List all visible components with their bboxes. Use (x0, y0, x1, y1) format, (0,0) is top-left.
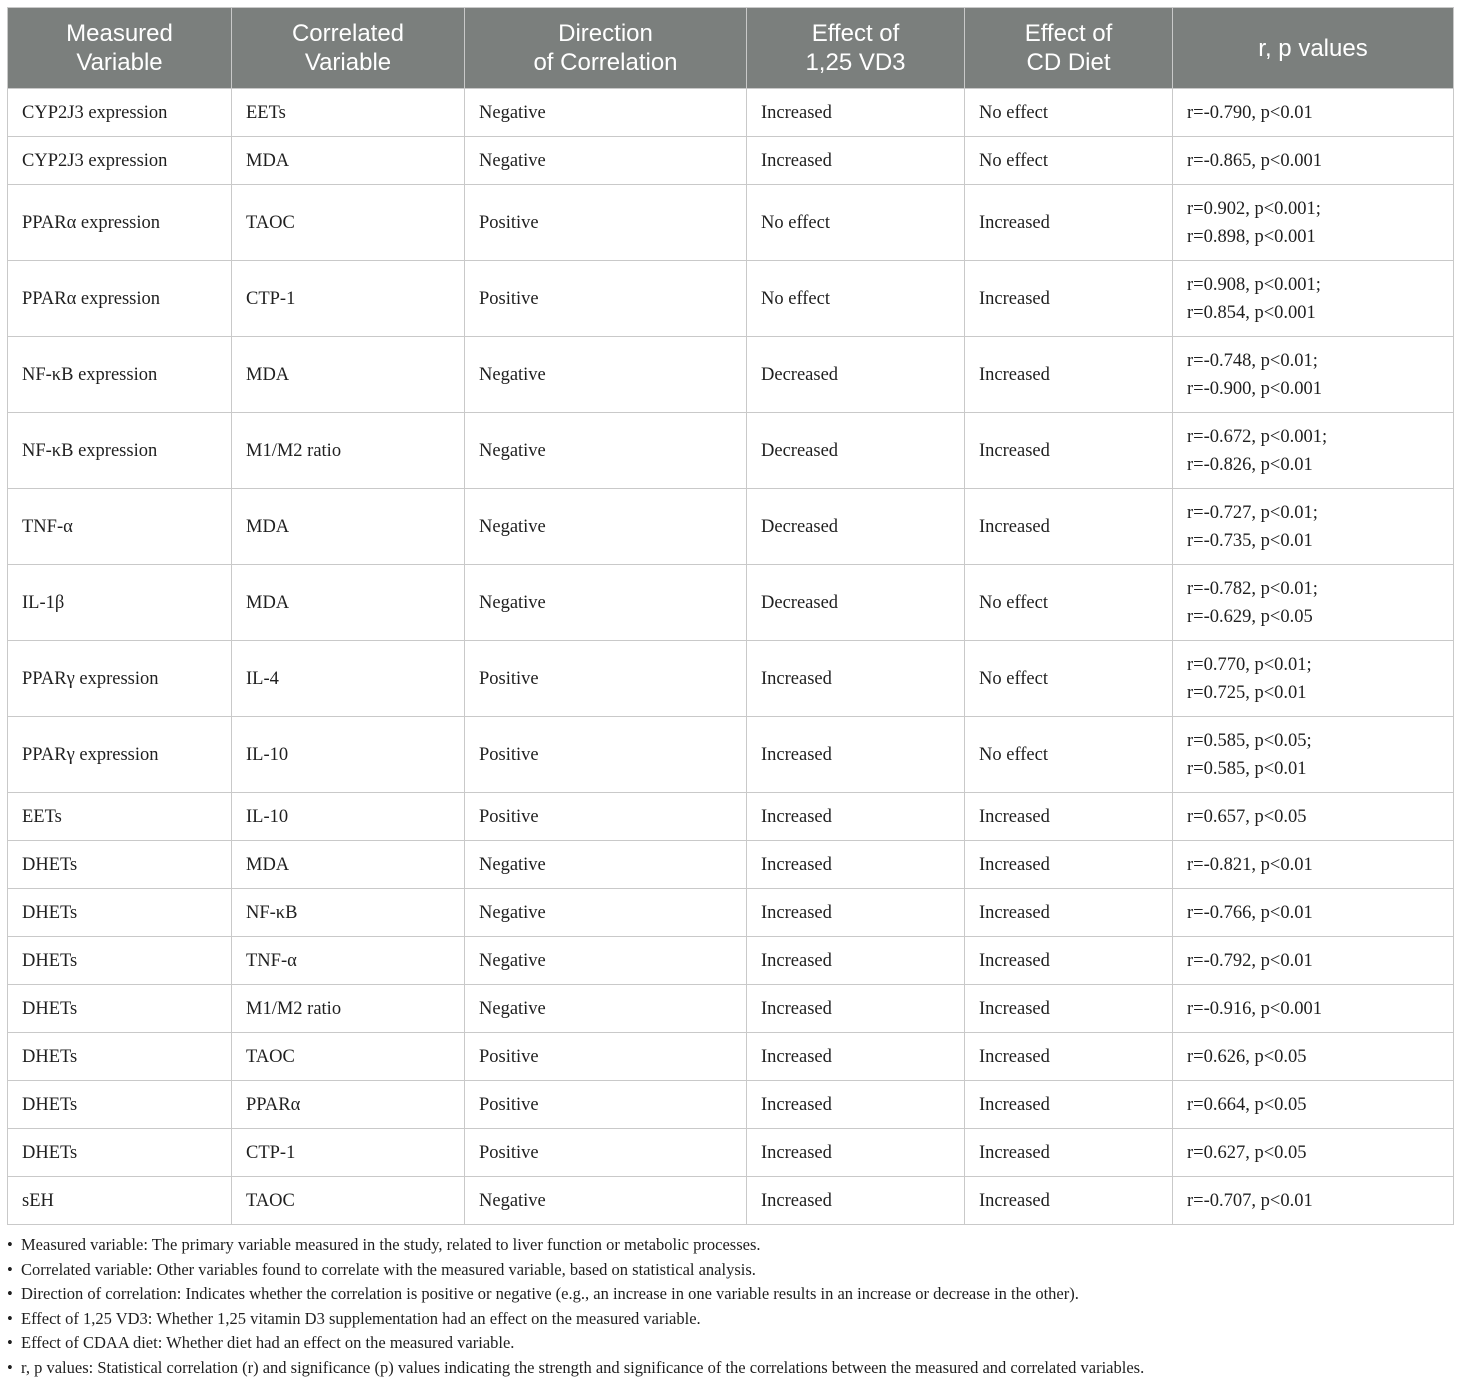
direction-cell: Positive (465, 185, 747, 261)
r-p-values-cell (1173, 717, 1454, 793)
direction-cell: Negative (465, 1177, 747, 1225)
effect-vd3-cell: Increased (747, 1081, 965, 1129)
bullet-icon: • (7, 1333, 13, 1352)
r-p-value-line: r=0.770, p<0.01; (1187, 654, 1312, 675)
r-p-value-line: r=-0.826, p<0.01 (1187, 454, 1313, 475)
r-p-values-cell (1173, 89, 1454, 137)
correlated-variable-cell: PPARα (232, 1081, 465, 1129)
footnote-text: Correlated variable: Other variables found to correlate with the measured variable, based on statistical analysis. (21, 1259, 756, 1279)
effect-cd-diet-cell: Increased (965, 489, 1173, 565)
r-p-value-line: r=-0.821, p<0.01 (1187, 854, 1313, 875)
r-p-value-line: r=-0.707, p<0.01 (1187, 1190, 1313, 1211)
effect-cd-diet-cell: Increased (965, 337, 1173, 413)
table-row (8, 641, 1454, 717)
correlated-variable-cell: M1/M2 ratio (232, 985, 465, 1033)
footnote-text: Effect of CDAA diet: Whether diet had an effect on the measured variable. (21, 1333, 515, 1352)
r-p-value-line: r=-0.748, p<0.01; (1187, 350, 1318, 371)
effect-vd3-cell: Decreased (747, 337, 965, 413)
effect-vd3-cell: Increased (747, 717, 965, 793)
r-p-values-cell (1173, 1129, 1454, 1177)
effect-vd3-cell: Increased (747, 1129, 965, 1177)
footnote-item (7, 1233, 1453, 1258)
footnote-item (7, 1282, 1453, 1307)
effect-vd3-cell: Decreased (747, 413, 965, 489)
direction-cell: Positive (465, 793, 747, 841)
measured-variable-cell: DHETs (8, 1033, 232, 1081)
r-p-value-line: r=0.657, p<0.05 (1187, 806, 1307, 827)
r-p-value-line: r=-0.916, p<0.001 (1187, 998, 1322, 1019)
measured-variable-cell: PPARα expression (8, 261, 232, 337)
correlated-variable-cell: MDA (232, 337, 465, 413)
r-p-value-line: r=-0.629, p<0.05 (1187, 606, 1313, 627)
bullet-icon: • (7, 1235, 13, 1254)
direction-cell: Negative (465, 937, 747, 985)
measured-variable-cell: EETs (8, 793, 232, 841)
effect-vd3-cell: Increased (747, 137, 965, 185)
bullet-icon: • (7, 1357, 13, 1377)
correlated-variable-cell: MDA (232, 137, 465, 185)
correlated-variable-cell: TAOC (232, 185, 465, 261)
r-p-value-line: r=0.585, p<0.05; (1187, 730, 1312, 751)
r-p-values-cell (1173, 261, 1454, 337)
direction-cell: Negative (465, 889, 747, 937)
effect-vd3-cell: Decreased (747, 565, 965, 641)
r-p-value-line: r=-0.727, p<0.01; (1187, 502, 1318, 523)
r-p-value-line: r=0.585, p<0.01 (1187, 758, 1307, 779)
bullet-icon: • (7, 1284, 13, 1303)
r-p-values-cell (1173, 1033, 1454, 1081)
correlated-variable-cell: IL-10 (232, 717, 465, 793)
measured-variable-cell: NF-κB expression (8, 337, 232, 413)
effect-cd-diet-cell: Increased (965, 413, 1173, 489)
r-p-value-line: r=-0.865, p<0.001 (1187, 150, 1322, 171)
measured-variable-cell: TNF-α (8, 489, 232, 565)
table-row (8, 261, 1454, 337)
r-p-value-line: r=-0.790, p<0.01 (1187, 102, 1313, 123)
direction-cell: Positive (465, 1033, 747, 1081)
correlation-table-container (7, 7, 1453, 1380)
r-p-value-line: r=-0.672, p<0.001; (1187, 426, 1328, 447)
direction-cell: Positive (465, 717, 747, 793)
direction-cell: Positive (465, 641, 747, 717)
bullet-icon: • (7, 1308, 13, 1328)
effect-cd-diet-cell: Increased (965, 985, 1173, 1033)
table-row (8, 489, 1454, 565)
table-row (8, 565, 1454, 641)
header-row (8, 8, 1454, 89)
table-body (8, 89, 1454, 1225)
table-row (8, 1129, 1454, 1177)
table-row (8, 1033, 1454, 1081)
effect-cd-diet-cell: Increased (965, 1129, 1173, 1177)
measured-variable-cell: NF-κB expression (8, 413, 232, 489)
r-p-values-cell (1173, 337, 1454, 413)
table-row (8, 1177, 1454, 1225)
header-effect-of-vd3: Effect of 1,25 VD3 (747, 8, 965, 89)
effect-vd3-cell: Increased (747, 1177, 965, 1225)
effect-cd-diet-cell: Increased (965, 889, 1173, 937)
measured-variable-cell: DHETs (8, 985, 232, 1033)
table-row (8, 185, 1454, 261)
r-p-value-line: r=0.854, p<0.001 (1187, 302, 1316, 323)
direction-cell: Negative (465, 489, 747, 565)
effect-cd-diet-cell: Increased (965, 1081, 1173, 1129)
table-row (8, 717, 1454, 793)
measured-variable-cell: DHETs (8, 889, 232, 937)
correlated-variable-cell: MDA (232, 565, 465, 641)
table-row (8, 137, 1454, 185)
r-p-value-line: r=-0.782, p<0.01; (1187, 578, 1318, 599)
table-row (8, 337, 1454, 413)
effect-vd3-cell: Increased (747, 89, 965, 137)
direction-cell: Negative (465, 985, 747, 1033)
direction-cell: Negative (465, 841, 747, 889)
effect-cd-diet-cell: Increased (965, 1177, 1173, 1225)
effect-vd3-cell: Increased (747, 1033, 965, 1081)
effect-cd-diet-cell: Increased (965, 841, 1173, 889)
r-p-values-cell (1173, 793, 1454, 841)
r-p-value-line: r=-0.735, p<0.01 (1187, 530, 1313, 551)
effect-cd-diet-cell: Increased (965, 261, 1173, 337)
footnote-item (7, 1258, 1453, 1283)
r-p-values-cell (1173, 889, 1454, 937)
correlated-variable-cell: MDA (232, 841, 465, 889)
effect-vd3-cell: Increased (747, 793, 965, 841)
table-footnotes (7, 1233, 1453, 1380)
r-p-value-line: r=-0.766, p<0.01 (1187, 902, 1313, 923)
table-row (8, 841, 1454, 889)
header-correlated-variable: Correlated Variable (232, 8, 465, 89)
header-direction-of-correlation: Direction of Correlation (465, 8, 747, 89)
footnote-text: Effect of 1,25 VD3: Whether 1,25 vitamin D3 supplementation had an effect on the measured variable. (21, 1308, 701, 1328)
measured-variable-cell: DHETs (8, 1081, 232, 1129)
correlated-variable-cell: TAOC (232, 1177, 465, 1225)
effect-vd3-cell: Increased (747, 641, 965, 717)
footnote-item (7, 1331, 1453, 1356)
r-p-values-cell (1173, 413, 1454, 489)
correlated-variable-cell: IL-4 (232, 641, 465, 717)
measured-variable-cell: DHETs (8, 1129, 232, 1177)
r-p-value-line: r=0.627, p<0.05 (1187, 1142, 1307, 1163)
effect-vd3-cell: Increased (747, 937, 965, 985)
correlated-variable-cell: EETs (232, 89, 465, 137)
direction-cell: Positive (465, 1129, 747, 1177)
header-effect-of-cd-diet: Effect of CD Diet (965, 8, 1173, 89)
effect-vd3-cell: No effect (747, 261, 965, 337)
r-p-values-cell (1173, 1177, 1454, 1225)
correlated-variable-cell: CTP-1 (232, 261, 465, 337)
correlated-variable-cell: TNF-α (232, 937, 465, 985)
measured-variable-cell: PPARα expression (8, 185, 232, 261)
direction-cell: Negative (465, 137, 747, 185)
measured-variable-cell: CYP2J3 expression (8, 89, 232, 137)
direction-cell: Positive (465, 1081, 747, 1129)
effect-cd-diet-cell: No effect (965, 137, 1173, 185)
direction-cell: Negative (465, 413, 747, 489)
direction-cell: Positive (465, 261, 747, 337)
effect-cd-diet-cell: No effect (965, 641, 1173, 717)
r-p-values-cell (1173, 185, 1454, 261)
correlated-variable-cell: MDA (232, 489, 465, 565)
table-row (8, 985, 1454, 1033)
effect-cd-diet-cell: Increased (965, 937, 1173, 985)
table-row (8, 413, 1454, 489)
table-row (8, 1081, 1454, 1129)
r-p-value-line: r=0.908, p<0.001; (1187, 274, 1321, 295)
measured-variable-cell: IL-1β (8, 565, 232, 641)
measured-variable-cell: CYP2J3 expression (8, 137, 232, 185)
effect-vd3-cell: No effect (747, 185, 965, 261)
effect-cd-diet-cell: No effect (965, 565, 1173, 641)
r-p-values-cell (1173, 137, 1454, 185)
measured-variable-cell: PPARγ expression (8, 717, 232, 793)
effect-vd3-cell: Increased (747, 985, 965, 1033)
r-p-value-line: r=-0.792, p<0.01 (1187, 950, 1313, 971)
effect-vd3-cell: Decreased (747, 489, 965, 565)
r-p-values-cell (1173, 937, 1454, 985)
footnote-item (7, 1307, 1453, 1332)
r-p-value-line: r=0.664, p<0.05 (1187, 1094, 1307, 1115)
footnote-text: r, p values: Statistical correlation (r) and significance (p) values indicating the strength and significance of the correlations between the measured and correlated variables. (21, 1357, 1145, 1377)
table-row (8, 937, 1454, 985)
direction-cell: Negative (465, 89, 747, 137)
direction-cell: Negative (465, 337, 747, 413)
measured-variable-cell: PPARγ expression (8, 641, 232, 717)
effect-cd-diet-cell: No effect (965, 717, 1173, 793)
header-r-p-values: r, p values (1173, 8, 1454, 89)
r-p-value-line: r=0.902, p<0.001; (1187, 198, 1321, 219)
correlated-variable-cell: M1/M2 ratio (232, 413, 465, 489)
r-p-values-cell (1173, 489, 1454, 565)
correlation-table (7, 7, 1454, 1225)
direction-cell: Negative (465, 565, 747, 641)
table-row (8, 793, 1454, 841)
header-measured-variable: Measured Variable (8, 8, 232, 89)
effect-cd-diet-cell: No effect (965, 89, 1173, 137)
effect-cd-diet-cell: Increased (965, 185, 1173, 261)
measured-variable-cell: sEH (8, 1177, 232, 1225)
r-p-values-cell (1173, 1081, 1454, 1129)
r-p-value-line: r=0.626, p<0.05 (1187, 1046, 1307, 1067)
r-p-values-cell (1173, 841, 1454, 889)
table-row (8, 889, 1454, 937)
r-p-values-cell (1173, 565, 1454, 641)
effect-vd3-cell: Increased (747, 841, 965, 889)
footnote-text: Measured variable: The primary variable measured in the study, related to liver function or metabolic processes. (21, 1235, 761, 1254)
measured-variable-cell: DHETs (8, 841, 232, 889)
r-p-value-line: r=0.725, p<0.01 (1187, 682, 1307, 703)
footnote-item (7, 1356, 1453, 1381)
measured-variable-cell: DHETs (8, 937, 232, 985)
correlated-variable-cell: NF-κB (232, 889, 465, 937)
bullet-icon: • (7, 1259, 13, 1279)
table-row (8, 89, 1454, 137)
correlated-variable-cell: IL-10 (232, 793, 465, 841)
effect-cd-diet-cell: Increased (965, 1033, 1173, 1081)
r-p-value-line: r=0.898, p<0.001 (1187, 226, 1316, 247)
effect-vd3-cell: Increased (747, 889, 965, 937)
correlated-variable-cell: TAOC (232, 1033, 465, 1081)
correlated-variable-cell: CTP-1 (232, 1129, 465, 1177)
r-p-value-line: r=-0.900, p<0.001 (1187, 378, 1322, 399)
footnote-text: Direction of correlation: Indicates whether the correlation is positive or negative (e.g., an increase in one variable results in an increase or decrease in the other). (21, 1284, 1079, 1303)
r-p-values-cell (1173, 641, 1454, 717)
r-p-values-cell (1173, 985, 1454, 1033)
effect-cd-diet-cell: Increased (965, 793, 1173, 841)
